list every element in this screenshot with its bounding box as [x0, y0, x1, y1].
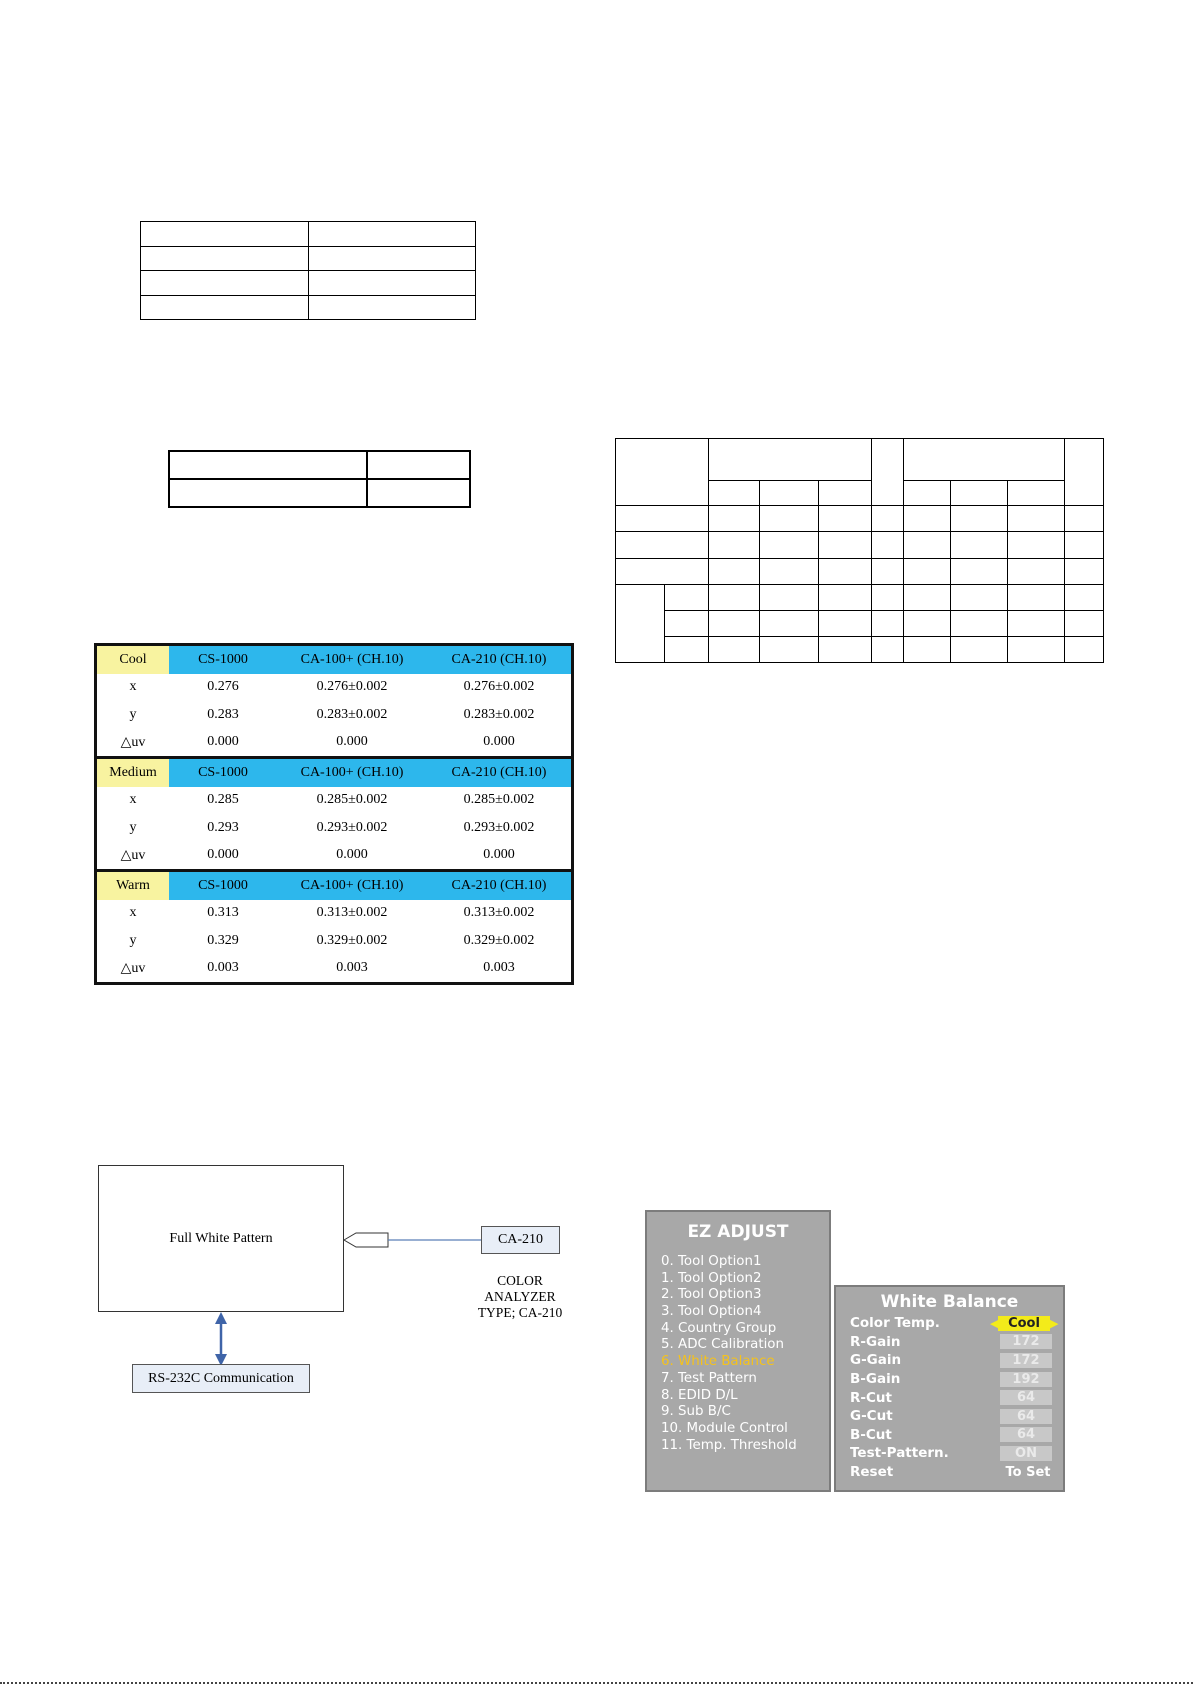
pattern-label: Full White Pattern	[169, 1230, 273, 1246]
row-label: y	[129, 932, 137, 948]
cell: 0.313±0.002	[463, 905, 535, 921]
wb-row-g-cut[interactable]	[850, 1407, 1063, 1426]
rs232-label: RS-232C Communication	[148, 1370, 294, 1386]
cell: 0.003	[207, 960, 239, 976]
cell: 0.000	[336, 734, 368, 750]
menu-list	[647, 1254, 829, 1454]
menu-item-white-balance[interactable]: 6. White Balance	[661, 1354, 775, 1370]
row-label: y	[129, 706, 137, 722]
menu-item-tool-option4[interactable]: 3. Tool Option4	[661, 1304, 762, 1320]
cell: 0.293±0.002	[463, 819, 535, 835]
wb-row-b-gain[interactable]	[850, 1370, 1063, 1389]
wb-row-b-cut[interactable]	[850, 1426, 1063, 1445]
wb-list	[836, 1314, 1063, 1481]
wb-value: 64	[1000, 1390, 1052, 1405]
chevron-right-icon[interactable]: ▶	[1050, 1316, 1059, 1330]
chevron-left-icon[interactable]: ◀	[990, 1316, 999, 1330]
menu-title: EZ ADJUST	[687, 1222, 789, 1242]
row-label: x	[129, 679, 137, 695]
menu-item-tool-option3[interactable]: 2. Tool Option3	[661, 1287, 762, 1303]
ez-adjust-menu	[645, 1210, 831, 1492]
wb-value: 172	[1000, 1353, 1052, 1368]
arrow-up-icon	[215, 1312, 227, 1324]
mode-label: Cool	[97, 646, 169, 674]
cell: 0.003	[483, 960, 515, 976]
wb-value: 172	[1000, 1334, 1052, 1349]
cell: 0.313±0.002	[316, 905, 388, 921]
menu-item-temp-threshold[interactable]: 11. Temp. Threshold	[661, 1437, 797, 1453]
caption-line: COLOR	[497, 1273, 543, 1288]
row-label: △uv	[120, 847, 146, 863]
menu-item-sub-bc[interactable]: 9. Sub B/C	[661, 1404, 731, 1420]
wb-row-g-gain[interactable]	[850, 1351, 1063, 1370]
cell: 0.003	[336, 960, 368, 976]
wb-label: R-Gain	[850, 1333, 901, 1350]
wb-value: ON	[1000, 1446, 1052, 1461]
cell: 0.283±0.002	[316, 706, 388, 722]
wb-value: 64	[1000, 1409, 1052, 1424]
analyzer-caption	[460, 1273, 580, 1321]
header-cs1000: CS-1000	[198, 877, 248, 893]
header-ca100: CA-100+ (CH.10)	[300, 651, 404, 667]
wb-value: 64	[1000, 1427, 1052, 1442]
cell: 0.285±0.002	[463, 792, 535, 808]
wb-value: Cool	[998, 1316, 1050, 1331]
row-label: x	[129, 792, 137, 808]
cell: 0.329±0.002	[316, 932, 388, 948]
row-label: x	[129, 905, 137, 921]
cell: 0.000	[207, 734, 239, 750]
cell: 0.000	[483, 734, 515, 750]
wb-label: G-Cut	[850, 1408, 893, 1425]
cell: 0.000	[483, 847, 515, 863]
wb-label: Test-Pattern.	[850, 1445, 949, 1462]
menu-item-tool-option2[interactable]: 1. Tool Option2	[661, 1270, 762, 1286]
header-ca210: CA-210 (CH.10)	[451, 651, 547, 667]
cell: 0.283	[207, 706, 239, 722]
rs232-box	[132, 1364, 310, 1393]
white-balance-menu	[834, 1285, 1065, 1492]
mode-label: Medium	[97, 759, 169, 787]
wb-row-color-temp[interactable]	[850, 1314, 1063, 1333]
header-ca100: CA-100+ (CH.10)	[300, 764, 404, 780]
wb-label: R-Cut	[850, 1389, 892, 1406]
cell: 0.313	[207, 905, 239, 921]
header-ca100: CA-100+ (CH.10)	[300, 877, 404, 893]
cell: 0.000	[336, 847, 368, 863]
cell: 0.285	[207, 792, 239, 808]
cell: 0.285±0.002	[316, 792, 388, 808]
mode-label: Warm	[97, 872, 169, 900]
wb-label: B-Gain	[850, 1371, 901, 1388]
cell: 0.293	[207, 819, 239, 835]
header-ca210: CA-210 (CH.10)	[451, 877, 547, 893]
ca210-box	[481, 1226, 560, 1254]
menu-item-test-pattern[interactable]: 7. Test Pattern	[661, 1370, 757, 1386]
caption-line: TYPE; CA-210	[477, 1305, 563, 1320]
page-bottom-border	[0, 1682, 1193, 1684]
menu-item-adc-calibration[interactable]: 5. ADC Calibration	[661, 1337, 784, 1353]
cell: 0.329±0.002	[463, 932, 535, 948]
wb-label: Reset	[850, 1464, 894, 1481]
row-label: △uv	[120, 960, 146, 976]
cell: 0.329	[207, 932, 239, 948]
header-ca210: CA-210 (CH.10)	[451, 764, 547, 780]
cell: 0.276±0.002	[316, 679, 388, 695]
cell: 0.000	[207, 847, 239, 863]
cell: 0.293±0.002	[316, 819, 388, 835]
caption-line: ANALYZER	[484, 1289, 556, 1304]
wb-label: Color Temp.	[850, 1315, 940, 1332]
cell: 0.283±0.002	[463, 706, 535, 722]
header-cs1000: CS-1000	[198, 764, 248, 780]
wb-value: To Set	[1005, 1464, 1051, 1480]
wb-row-r-gain[interactable]	[850, 1333, 1063, 1352]
menu-title: White Balance	[880, 1292, 1019, 1312]
menu-item-module-control[interactable]: 10. Module Control	[661, 1420, 788, 1436]
wb-row-r-cut[interactable]	[850, 1388, 1063, 1407]
analyzer-label: CA-210	[497, 1232, 544, 1247]
row-label: △uv	[120, 734, 146, 750]
menu-item-country-group[interactable]: 4. Country Group	[661, 1320, 777, 1336]
wb-label: B-Cut	[850, 1426, 892, 1443]
wb-row-reset[interactable]	[850, 1463, 1063, 1482]
cell: 0.276	[207, 679, 239, 695]
row-label: y	[129, 819, 137, 835]
wb-row-test-pattern[interactable]	[850, 1444, 1063, 1463]
cell: 0.276±0.002	[463, 679, 535, 695]
header-cs1000: CS-1000	[198, 651, 248, 667]
menu-item-tool-option1[interactable]: 0. Tool Option1	[661, 1254, 762, 1269]
menu-item-edid-dl[interactable]: 8. EDID D/L	[661, 1387, 738, 1403]
wb-label: G-Gain	[850, 1352, 902, 1369]
probe-icon	[344, 1233, 388, 1247]
wb-value: 192	[1000, 1372, 1052, 1387]
